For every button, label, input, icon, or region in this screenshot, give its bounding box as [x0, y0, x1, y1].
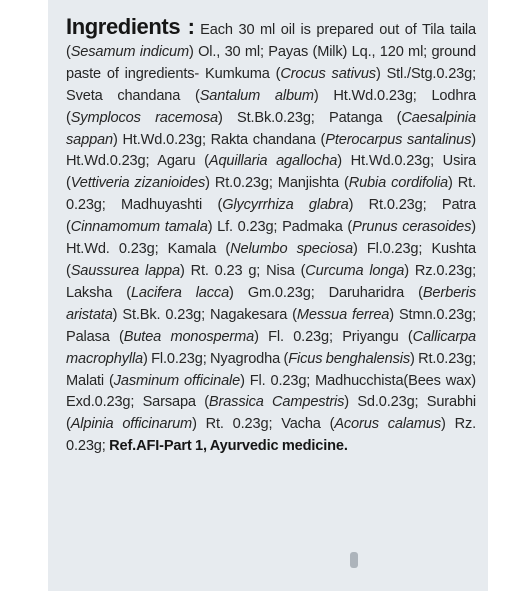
ingredient-text: ) Gm.0.23g; Daruharidra ( [229, 284, 423, 301]
botanical-name: Sesamum indicum [70, 43, 189, 60]
botanical-name: Nelumbo speciosa [230, 241, 354, 258]
ingredient-text: ) Ht.Wd. 0.23g; Kamala ( [66, 219, 477, 258]
botanical-name: Alpinia officinarum [70, 416, 193, 433]
botanical-name: Cinnamomum tamala [70, 219, 208, 236]
ingredients-body [66, 22, 476, 454]
ingredients-text [66, 16, 476, 458]
botanical-name: Berberis aristata [66, 284, 476, 323]
botanical-name: Ficus benghalensis [288, 350, 410, 367]
botanical-name: Brassica Campestris [208, 394, 345, 411]
botanical-name: Vettiveria zizanioides [70, 175, 206, 192]
ingredient-text: ) St.Bk. 0.23g; Nagakesara ( [112, 306, 297, 323]
ingredient-text: ) Ol., 30 ml; Payas (Milk) Lq., 120 ml; ground paste of ingredients- Kumkuma ( [66, 43, 476, 82]
ingredient-text: ) St.Bk.0.23g; Patanga ( [217, 109, 402, 126]
ingredient-text: ) Rt.0.23g; Malati ( [66, 350, 476, 389]
ingredient-text: ) Rt.0.23g; Patra ( [66, 197, 476, 236]
ingredient-text: ) Ht.Wd.0.23g; Usira ( [66, 153, 476, 192]
ingredient-text: ) Ht.Wd.0.23g; Lodhra ( [66, 87, 477, 126]
botanical-name: Messua ferrea [296, 306, 390, 323]
ingredient-text: ) Stmn.0.23g; Palasa ( [66, 306, 477, 345]
ingredient-text: ) Rt. 0.23g; Madhuyashti ( [66, 175, 476, 214]
print-smudge [350, 552, 358, 568]
ingredient-text: ) Ht.Wd.0.23g; Agaru ( [66, 131, 476, 170]
botanical-name: Prunus cerasoides [352, 219, 472, 236]
botanical-name: Jasminum officinale [113, 372, 241, 389]
botanical-name: Curcuma longa [305, 262, 405, 279]
reference-text: Ref.AFI-Part 1, Ayurvedic medicine. [109, 438, 348, 455]
ingredient-text: ) Rz. 0.23g; [66, 416, 477, 455]
botanical-name: Butea monosperma [123, 328, 255, 345]
botanical-name: Caesalpinia sappan [66, 109, 476, 148]
ingredient-text: ) Rt.0.23g; Manjishta ( [205, 175, 349, 192]
botanical-name: Callicarpa macrophylla [66, 328, 477, 367]
botanical-name: Santalum album [199, 87, 314, 104]
ingredient-text: ) Sd.0.23g; Surabhi ( [66, 394, 477, 433]
ingredient-text: ) Ht.Wd.0.23g; Rakta chandana ( [112, 131, 326, 148]
ingredient-text: ) Rz.0.23g; Laksha ( [66, 262, 476, 301]
botanical-name: Crocus sativus [280, 65, 376, 82]
botanical-name: Symplocos racemosa [70, 109, 218, 126]
botanical-name: Lacifera lacca [130, 284, 230, 301]
botanical-name: Rubia cordifolia [348, 175, 449, 192]
ingredient-text: ) Fl. 0.23g; Priyangu ( [254, 328, 413, 345]
ingredients-label [48, 0, 488, 591]
ingredients-heading: Ingredients : [66, 14, 195, 39]
ingredient-text: Each 30 ml oil is prepared out of Tila taila ( [66, 22, 476, 60]
botanical-name: Acorus calamus [334, 416, 441, 433]
ingredient-text: ) Rt. 0.23g; Vacha ( [192, 416, 335, 433]
ingredient-text: ) Fl.0.23g; Nyagrodha ( [143, 350, 289, 367]
botanical-name: Pterocarpus santalinus [325, 131, 472, 148]
botanical-name: Glycyrrhiza glabra [222, 197, 349, 214]
ingredient-text: ) Fl.0.23g; Kushta ( [66, 241, 476, 279]
ingredient-text: ) Rt. 0.23 g; Nisa ( [179, 262, 306, 279]
ingredient-text: ) Lf. 0.23g; Padmaka ( [207, 219, 353, 236]
botanical-name: Saussurea lappa [70, 262, 180, 279]
ingredient-text: ) Fl. 0.23g; Madhucchista(Bees wax) Exd.0.23g; Sarsapa ( [66, 372, 476, 411]
ingredient-text: ) Stl./Stg.0.23g; Sveta chandana ( [66, 65, 476, 104]
botanical-name: Aquillaria agallocha [208, 153, 338, 170]
